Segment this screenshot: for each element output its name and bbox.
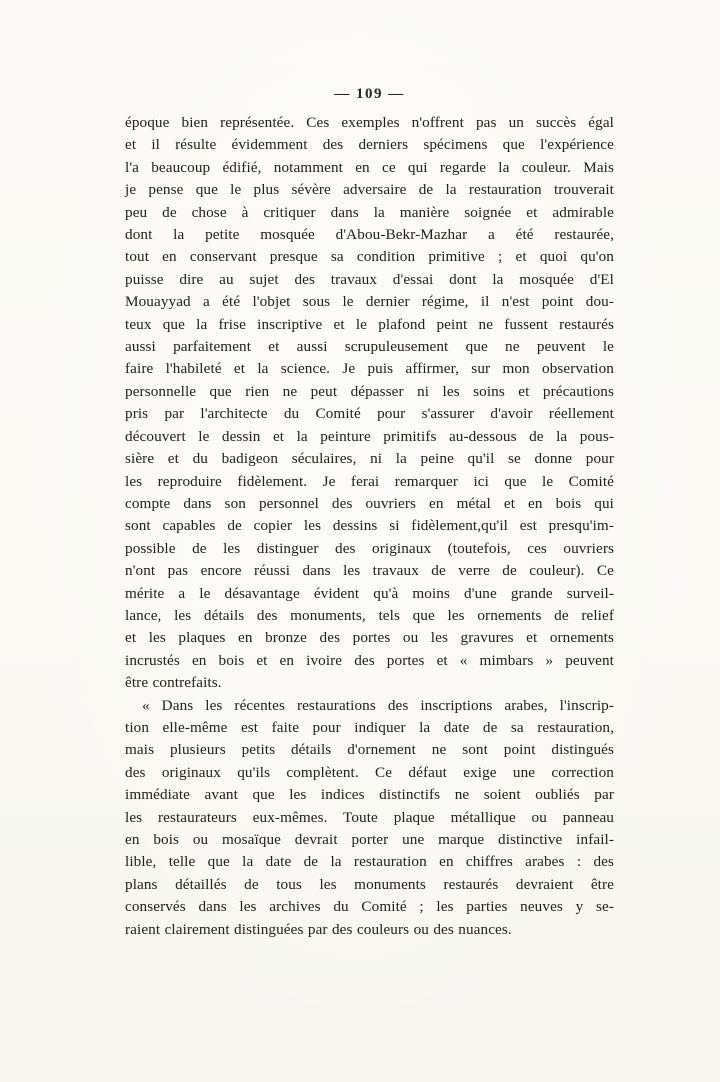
text-line: lible, telle que la date de la restauration en chiffres arabes : des — [125, 853, 614, 871]
text-line: faire l'habileté et la science. Je puis affirmer, sur mon observation — [125, 360, 614, 378]
text-line: dont la petite mosquée d'Abou-Bekr-Mazhar a été restaurée, — [125, 226, 614, 244]
text-line: possible de les distinguer des originaux (toutefois, ces ouvriers — [125, 539, 614, 557]
text-line: les reproduire fidèlement. Je ferai remarquer ici que le Comité — [125, 472, 614, 490]
text-line: plans détaillés de tous les monuments restaurés devraient être — [125, 875, 614, 893]
text-line: compte dans son personnel des ouvriers en métal et en bois qui — [125, 494, 614, 512]
text-line: puisse dire au sujet des travaux d'essai dont la mosquée d'El — [125, 270, 614, 288]
text-line: sière et du badigeon séculaires, ni la peine qu'il se donne pour — [125, 450, 614, 468]
page-number: — 109 — — [334, 86, 405, 102]
paragraph — [125, 112, 614, 695]
text-line: aussi parfaitement et aussi scrupuleusement que ne peuvent le — [125, 338, 614, 356]
text-line: peu de chose à critiquer dans la manière soignée et admirable — [125, 203, 614, 221]
text-line: être contrefaits. — [125, 674, 222, 692]
text-block — [125, 112, 614, 941]
text-line: mais plusieurs petits détails d'ornement ne sont point distingués — [125, 741, 614, 759]
text-line: « Dans les récentes restaurations des inscriptions arabes, l'inscrip- — [142, 696, 614, 714]
text-line: je pense que le plus sévère adversaire de la restauration trouverait — [125, 181, 614, 199]
paragraph — [125, 695, 614, 941]
text-line: sont capables de copier les dessins si fidèlement,qu'il est presqu'im- — [125, 517, 614, 535]
text-line: immédiate avant que les indices distinctifs ne soient oubliés par — [125, 786, 614, 804]
text-line: mérite a le désavantage évident qu'à moins d'une grande surveil- — [125, 584, 614, 602]
text-line: n'ont pas encore réussi dans les travaux de verre de couleur). Ce — [125, 562, 614, 580]
text-line: l'a beaucoup édifié, notamment en ce qui regarde la couleur. Mais — [125, 158, 614, 176]
text-line: les restaurateurs eux-mêmes. Toute plaque métallique ou panneau — [125, 808, 614, 826]
text-line: époque bien représentée. Ces exemples n'offrent pas un succès égal — [125, 114, 614, 131]
text-line: et il résulte évidemment des derniers spécimens que l'expérience — [125, 136, 614, 154]
text-line: lance, les détails des monuments, tels que les ornements de relief — [125, 606, 614, 624]
text-line: et les plaques en bronze des portes ou les gravures et ornements — [125, 629, 614, 647]
text-line: des originaux qu'ils complètent. Ce défaut exige une correction — [125, 763, 614, 781]
text-line: incrustés en bois et en ivoire des portes et « mimbars » peuvent — [125, 651, 614, 669]
text-line: teux que la frise inscriptive et le plafond peint ne fussent restaurés — [125, 315, 614, 333]
text-line: personnelle que rien ne peut dépasser ni les soins et précautions — [125, 382, 614, 400]
text-line: pris par l'architecte du Comité pour s'assurer d'avoir réellement — [125, 405, 614, 423]
text-line: tout en conservant presque sa condition primitive ; et quoi qu'on — [125, 248, 614, 266]
text-line: conservés dans les archives du Comité ; les parties neuves y se- — [125, 898, 614, 916]
text-line: raient clairement distinguées par des couleurs ou des nuances. — [125, 920, 512, 938]
text-line: en bois ou mosaïque devrait porter une marque distinctive infail- — [125, 831, 614, 848]
text-line: tion elle-même est faite pour indiquer la date de sa restauration, — [125, 718, 614, 736]
text-line: Mouayyad a été l'objet sous le dernier régime, il n'est point dou- — [125, 293, 614, 311]
text-line: découvert le dessin et la peinture primitifs au-dessous de la pous- — [125, 427, 614, 445]
